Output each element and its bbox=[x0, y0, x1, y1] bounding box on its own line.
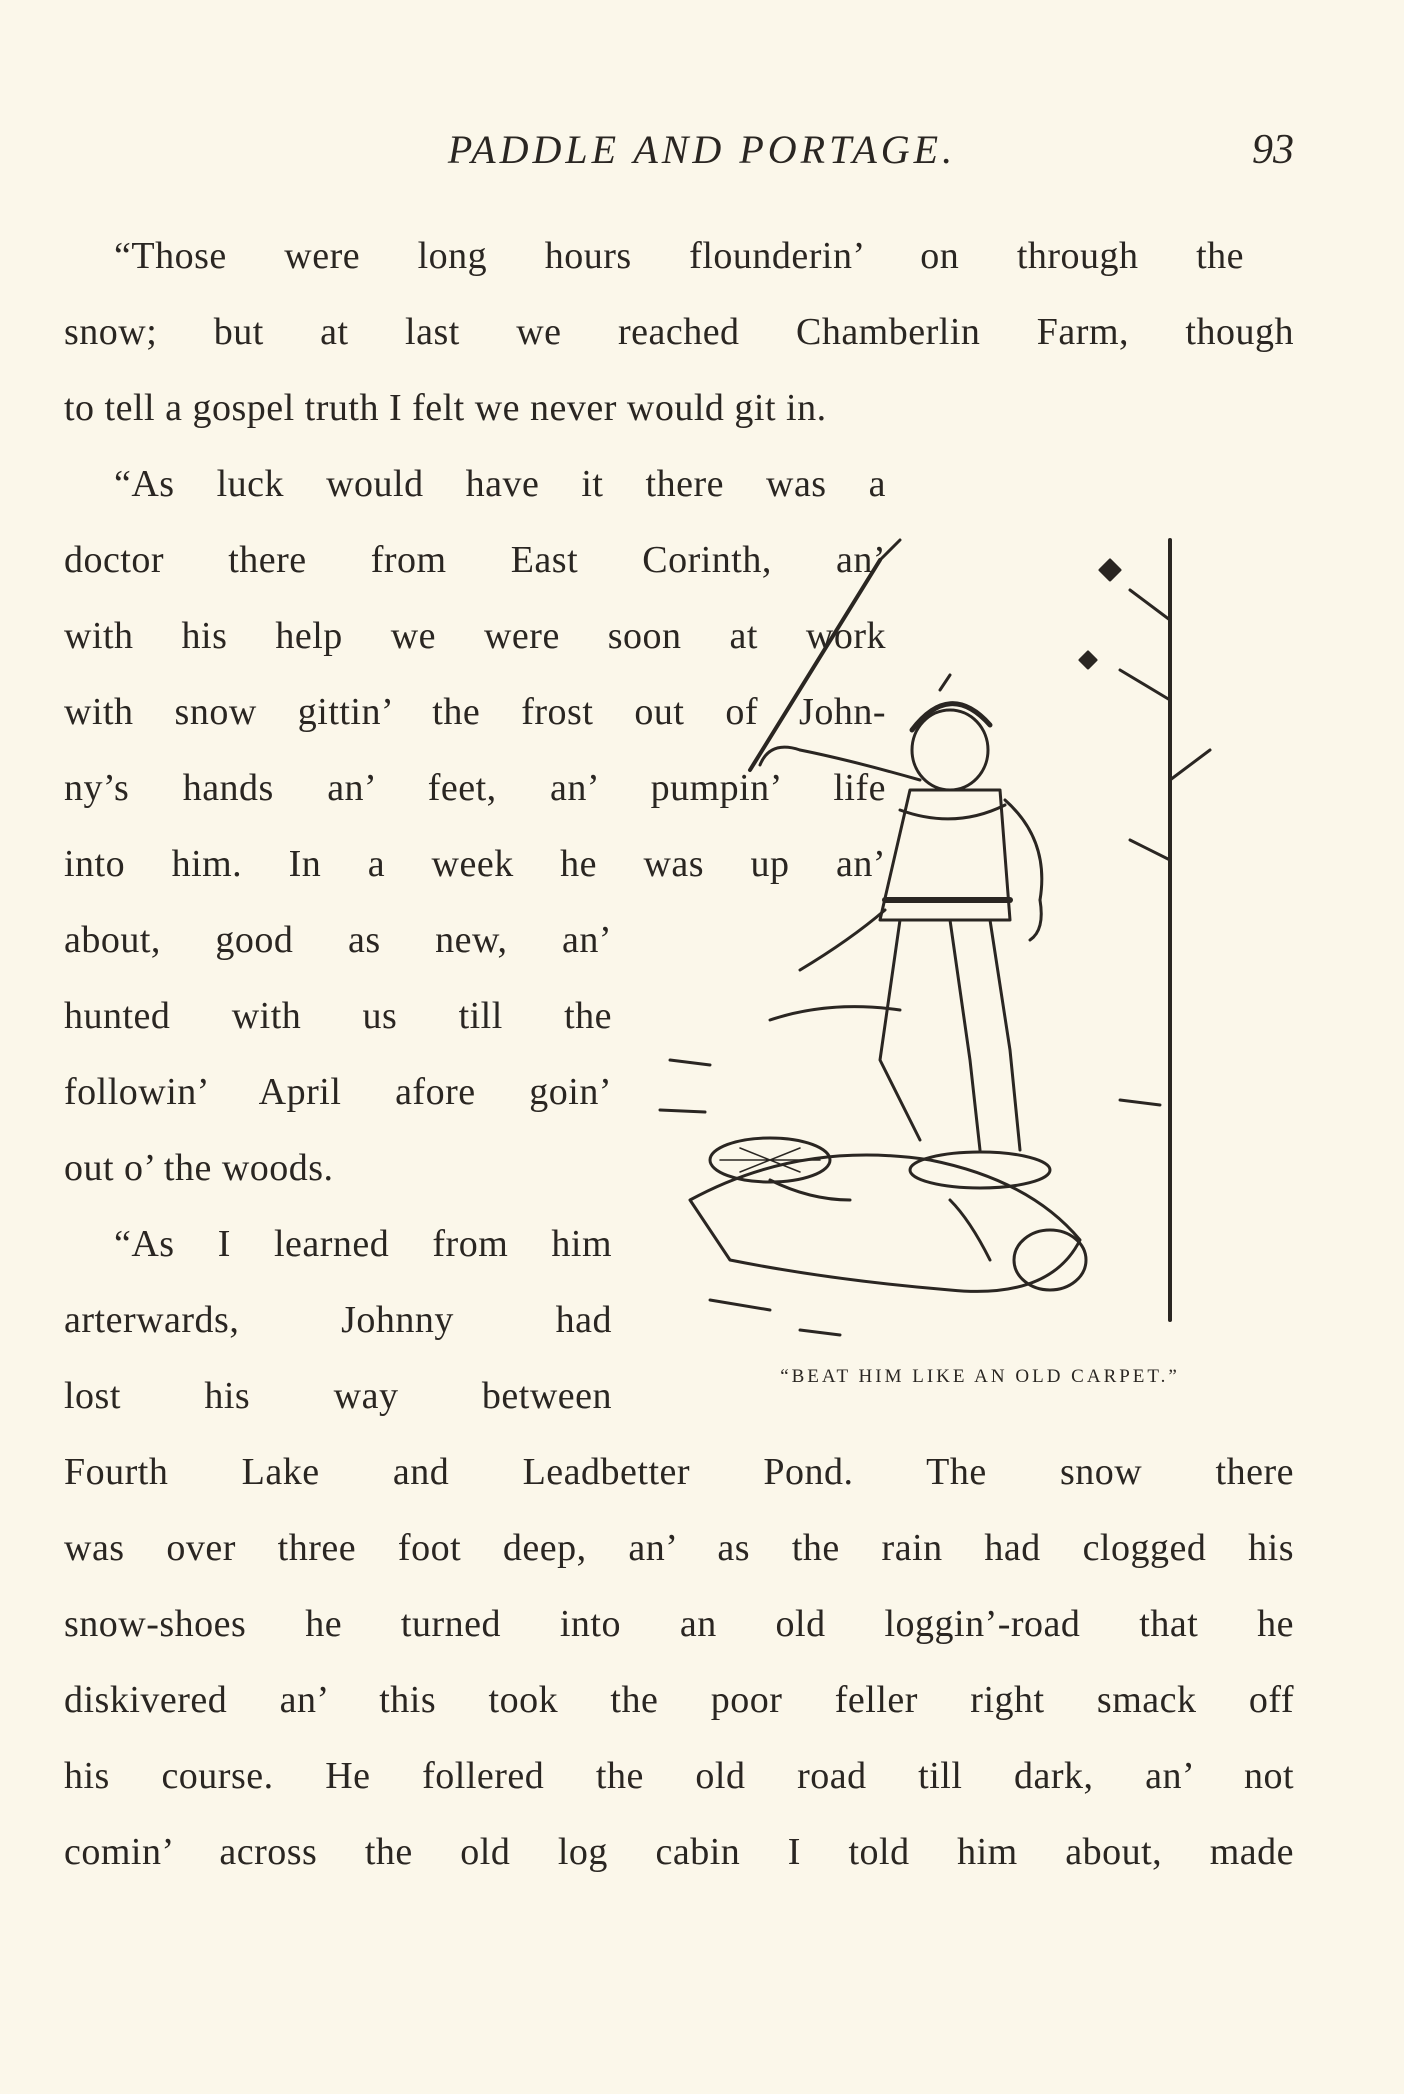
text-line: followin’ April afore goin’ bbox=[64, 1071, 612, 1113]
illustration-caption: “BEAT HIM LIKE AN OLD CARPET.” bbox=[780, 1366, 1180, 1387]
text-line: “As luck would have it there was a bbox=[114, 463, 886, 505]
text-line: arterwards, Johnny had bbox=[64, 1299, 612, 1341]
text-line: was over three foot deep, an’ as the rain had clogged his bbox=[64, 1527, 1294, 1569]
text-line: doctor there from East Corinth, an’ bbox=[64, 539, 886, 581]
text-line: his course. He follered the old road till dark, an’ not bbox=[64, 1755, 1294, 1797]
text-line: hunted with us till the bbox=[64, 995, 612, 1037]
text-line: with snow gittin’ the frost out of John- bbox=[64, 691, 886, 733]
text-line: snow; but at last we reached Chamberlin Farm, though bbox=[64, 311, 1294, 353]
text-line: “As I learned from him bbox=[114, 1223, 612, 1265]
text-line: snow-shoes he turned into an old loggin’-road that he bbox=[64, 1603, 1294, 1645]
illustration bbox=[650, 500, 1270, 1340]
page-number: 93 bbox=[1252, 127, 1294, 173]
page-header bbox=[0, 126, 1404, 186]
text-line: out o’ the woods. bbox=[64, 1147, 334, 1189]
text-line: “Those were long hours flounderin’ on through the bbox=[114, 235, 1244, 277]
running-title: PADDLE AND PORTAGE. bbox=[447, 127, 957, 172]
text-line: into him. In a week he was up an’ bbox=[64, 843, 886, 885]
text-line: with his help we were soon at work bbox=[64, 615, 886, 657]
text-line: comin’ across the old log cabin I told him about, made bbox=[64, 1831, 1294, 1873]
text-line: ny’s hands an’ feet, an’ pumpin’ life bbox=[64, 767, 886, 809]
text-line: to tell a gospel truth I felt we never would git in. bbox=[64, 387, 827, 429]
text-line: lost his way between bbox=[64, 1375, 612, 1417]
text-line: diskivered an’ this took the poor feller right smack off bbox=[64, 1679, 1294, 1721]
text-line: Fourth Lake and Leadbetter Pond. The snow there bbox=[64, 1451, 1294, 1493]
text-line: about, good as new, an’ bbox=[64, 919, 612, 961]
